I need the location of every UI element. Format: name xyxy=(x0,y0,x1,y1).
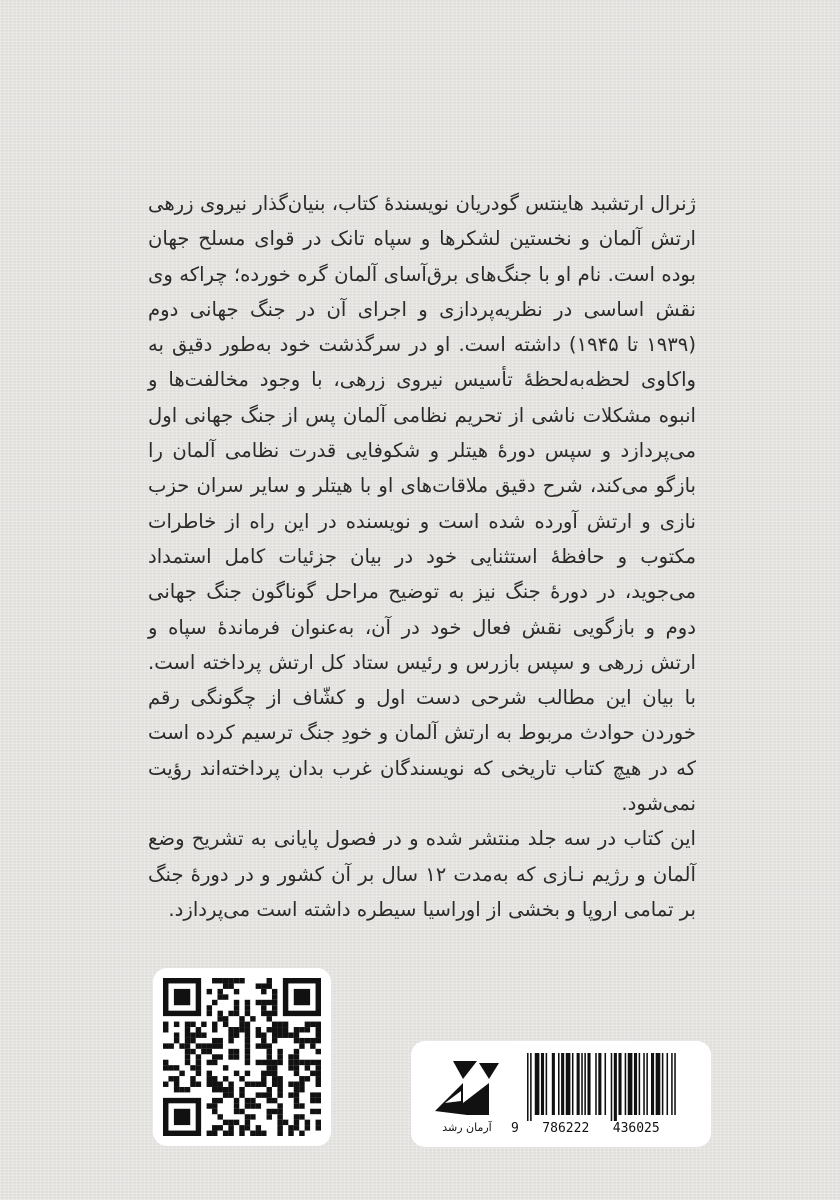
open-book-logo-icon xyxy=(433,1053,501,1117)
blurb-paragraph-1: ژنرال ارتشبد هاینتس گودریان نویسندهٔ کتاب، بنیان‌گذار نیروی زرهی ارتش آلمان و نخستین لشکرها و سپاه تانک در قوای مسلح جهان بوده است. نام او با جنگ‌های برق‌آسای آلمان گره خورده؛ چراکه وی نقش اساسی در نظریه‌پردازی و اجرای آن در جنگ جهانی دوم (۱۹۳۹ تا ۱۹۴۵) داشته است. او در سرگذشت خود به‌طور دقیق به واکاوی لحظه‌به‌لحظهٔ تأسیس نیروی زرهی، با وجود مخالفت‌ها و انبوه مشکلات ناشی از تحریم نظامی آلمان پس از جنگ جهانی اول می‌پردازد و سپس دورهٔ هیتلر و شکوفایی قدرت نظامی آلمان را بازگو می‌کند، شرح دقیق ملاقات‌های او با هیتلر و سایر سران حزب نازی و ارتش آورده شده است و نویسنده در این راه از خاطرات مکتوب و حافظهٔ استثنایی خود در بیان جزئیات کامل استمداد می‌جوید، در دورهٔ جنگ نیز به توضیح مراحل گوناگون جنگ جهانی دوم و بازگویی نقش فعال خود در آن، به‌عنوان فرماندهٔ سپاه و ارتش زرهی و سپس بازرس و رئیس ستاد کل ارتش پرداخته است. با بیان این مطالب شرحی دست اول و کشّاف از چگونگی رقم خوردن حوادث مربوط به ارتش آلمان و خودِ جنگ ترسیم کرده است که در هیچ کتاب تاریخی که نویسندگان غرب بدان پرداخته‌اند رؤیت نمی‌شود. xyxy=(148,192,696,816)
qr-code-icon xyxy=(163,978,321,1136)
blurb-paragraph-2: این کتاب در سه جلد منتشر شده و در فصول پایانی به تشریح وضع آلمان و رژیم نـازی که به‌مدت ۱۲ سال بر آن کشور و در دورهٔ جنگ بر تمامی اروپا و بخشی از اوراسیا سیطره داشته است می‌پردازد. xyxy=(148,827,696,921)
barcode-card xyxy=(411,1041,711,1147)
barcode-icon xyxy=(527,1053,703,1121)
isbn-number: 9 786222 436025 xyxy=(511,1121,660,1136)
publisher-logo xyxy=(427,1053,507,1137)
publisher-name: آرمان رشد xyxy=(442,1121,492,1134)
qr-code-card[interactable] xyxy=(153,968,331,1146)
back-cover-blurb xyxy=(148,186,696,927)
